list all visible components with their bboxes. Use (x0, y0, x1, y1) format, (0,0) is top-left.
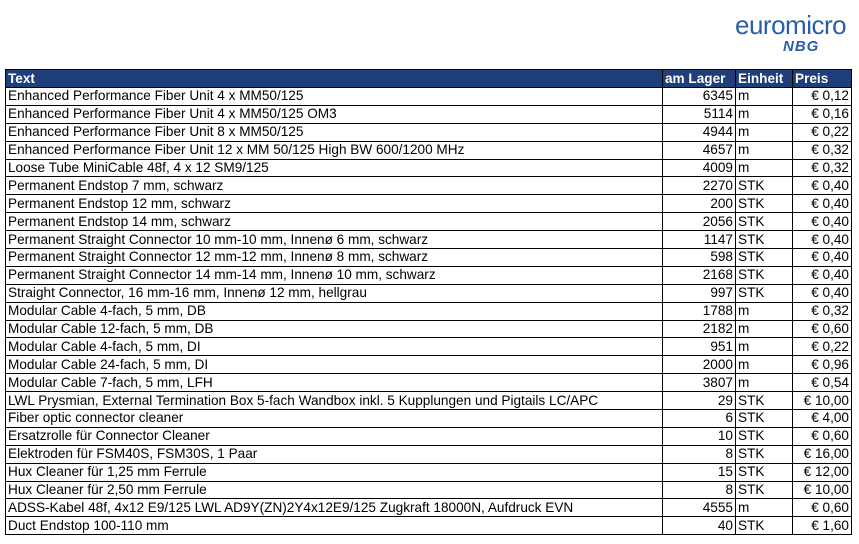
cell-text: Permanent Straight Connector 12 mm-12 mm, Innenø 8 mm, schwarz (6, 249, 663, 267)
cell-unit: m (736, 320, 793, 338)
table-row (6, 320, 852, 338)
cell-text: Permanent Endstop 7 mm, schwarz (6, 177, 663, 195)
cell-price: € 0,54 (793, 374, 852, 392)
cell-unit: STK (736, 177, 793, 195)
table-row (6, 374, 852, 392)
cell-text: Straight Connector, 16 mm-16 mm, Innenø 12 mm, hellgrau (6, 284, 663, 302)
cell-text: Enhanced Performance Fiber Unit 4 x MM50/125 OM3 (6, 105, 663, 123)
table-row (6, 410, 852, 428)
cell-text: Modular Cable 4-fach, 5 mm, DI (6, 338, 663, 356)
cell-text: Modular Cable 12-fach, 5 mm, DB (6, 320, 663, 338)
table-row (6, 284, 852, 302)
table-row (6, 159, 852, 177)
table-body (6, 88, 852, 535)
logo-subtitle: NBG (783, 38, 820, 55)
cell-text: Modular Cable 24-fach, 5 mm, DI (6, 356, 663, 374)
column-header-unit: Einheit (736, 70, 793, 88)
cell-price: € 0,60 (793, 427, 852, 445)
cell-unit: STK (736, 249, 793, 267)
cell-unit: STK (736, 463, 793, 481)
cell-stock: 8 (663, 445, 736, 463)
cell-stock: 951 (663, 338, 736, 356)
cell-text: Duct Endstop 100-110 mm (6, 517, 663, 535)
cell-price: € 4,00 (793, 410, 852, 428)
cell-price: € 0,32 (793, 159, 852, 177)
stock-price-table (5, 69, 852, 535)
table-row (6, 88, 852, 106)
cell-unit: STK (736, 231, 793, 249)
table-row (6, 427, 852, 445)
cell-unit: STK (736, 445, 793, 463)
cell-unit: STK (736, 284, 793, 302)
cell-text: Hux Cleaner für 2,50 mm Ferrule (6, 481, 663, 499)
cell-text: Loose Tube MiniCable 48f, 4 x 12 SM9/125 (6, 159, 663, 177)
cell-text: Enhanced Performance Fiber Unit 12 x MM 50/125 High BW 600/1200 MHz (6, 141, 663, 159)
cell-text: Fiber optic connector cleaner (6, 410, 663, 428)
cell-text: Enhanced Performance Fiber Unit 8 x MM50/125 (6, 123, 663, 141)
cell-stock: 10 (663, 427, 736, 445)
table-row (6, 195, 852, 213)
table-row (6, 356, 852, 374)
cell-price: € 0,40 (793, 284, 852, 302)
table-row (6, 141, 852, 159)
cell-price: € 0,40 (793, 195, 852, 213)
table-row (6, 517, 852, 535)
cell-unit: STK (736, 517, 793, 535)
cell-unit: STK (736, 427, 793, 445)
table-row (6, 338, 852, 356)
cell-stock: 5114 (663, 105, 736, 123)
cell-stock: 29 (663, 392, 736, 410)
cell-text: Elektroden für FSM40S, FSM30S, 1 Paar (6, 445, 663, 463)
table-row (6, 213, 852, 231)
table-row (6, 105, 852, 123)
cell-stock: 200 (663, 195, 736, 213)
cell-price: € 16,00 (793, 445, 852, 463)
table-row (6, 445, 852, 463)
table-row (6, 123, 852, 141)
cell-stock: 2000 (663, 356, 736, 374)
table-row (6, 266, 852, 284)
cell-text: Hux Cleaner für 1,25 mm Ferrule (6, 463, 663, 481)
cell-price: € 0,40 (793, 266, 852, 284)
table-row (6, 231, 852, 249)
cell-unit: m (736, 159, 793, 177)
column-header-text: Text (6, 70, 663, 88)
cell-unit: STK (736, 213, 793, 231)
cell-stock: 997 (663, 284, 736, 302)
cell-text: Modular Cable 4-fach, 5 mm, DB (6, 302, 663, 320)
table-row (6, 463, 852, 481)
cell-unit: m (736, 141, 793, 159)
cell-price: € 0,60 (793, 499, 852, 517)
cell-stock: 1788 (663, 302, 736, 320)
table-row (6, 499, 852, 517)
cell-text: LWL Prysmian, External Termination Box 5-fach Wandbox inkl. 5 Kupplungen und Pigtails LC/APC (6, 392, 663, 410)
cell-price: € 0,40 (793, 249, 852, 267)
cell-unit: m (736, 105, 793, 123)
cell-unit: STK (736, 392, 793, 410)
cell-stock: 3807 (663, 374, 736, 392)
cell-price: € 0,40 (793, 213, 852, 231)
cell-text: Enhanced Performance Fiber Unit 4 x MM50/125 (6, 88, 663, 106)
cell-price: € 0,32 (793, 141, 852, 159)
cell-text: Permanent Endstop 12 mm, schwarz (6, 195, 663, 213)
cell-price: € 0,16 (793, 105, 852, 123)
cell-price: € 0,40 (793, 231, 852, 249)
column-header-price: Preis (793, 70, 852, 88)
cell-stock: 4555 (663, 499, 736, 517)
cell-text: Modular Cable 7-fach, 5 mm, LFH (6, 374, 663, 392)
company-logo (735, 8, 859, 54)
cell-unit: m (736, 374, 793, 392)
cell-unit: m (736, 88, 793, 106)
cell-unit: STK (736, 481, 793, 499)
cell-price: € 1,60 (793, 517, 852, 535)
cell-stock: 6345 (663, 88, 736, 106)
table-row (6, 177, 852, 195)
cell-unit: STK (736, 266, 793, 284)
cell-stock: 2182 (663, 320, 736, 338)
cell-stock: 2056 (663, 213, 736, 231)
cell-stock: 6 (663, 410, 736, 428)
cell-stock: 40 (663, 517, 736, 535)
cell-price: € 0,12 (793, 88, 852, 106)
cell-stock: 8 (663, 481, 736, 499)
cell-stock: 4944 (663, 123, 736, 141)
cell-unit: m (736, 302, 793, 320)
cell-unit: m (736, 356, 793, 374)
cell-stock: 1147 (663, 231, 736, 249)
cell-text: Permanent Straight Connector 14 mm-14 mm, Innenø 10 mm, schwarz (6, 266, 663, 284)
cell-price: € 0,22 (793, 338, 852, 356)
cell-text: Permanent Straight Connector 10 mm-10 mm, Innenø 6 mm, schwarz (6, 231, 663, 249)
cell-text: Ersatzrolle für Connector Cleaner (6, 427, 663, 445)
cell-price: € 0,96 (793, 356, 852, 374)
cell-price: € 0,32 (793, 302, 852, 320)
logo-wordmark: euromicro (735, 10, 847, 40)
cell-stock: 4009 (663, 159, 736, 177)
cell-price: € 10,00 (793, 392, 852, 410)
cell-unit: m (736, 499, 793, 517)
cell-stock: 15 (663, 463, 736, 481)
cell-unit: STK (736, 195, 793, 213)
cell-price: € 0,40 (793, 177, 852, 195)
cell-price: € 0,60 (793, 320, 852, 338)
table-row (6, 481, 852, 499)
cell-unit: m (736, 123, 793, 141)
cell-price: € 10,00 (793, 481, 852, 499)
cell-price: € 12,00 (793, 463, 852, 481)
column-header-stock: am Lager (663, 70, 736, 88)
table-row (6, 392, 852, 410)
cell-stock: 598 (663, 249, 736, 267)
cell-stock: 2270 (663, 177, 736, 195)
cell-text: ADSS-Kabel 48f, 4x12 E9/125 LWL AD9Y(ZN)2Y4x12E9/125 Zugkraft 18000N, Aufdruck EVN (6, 499, 663, 517)
cell-unit: m (736, 338, 793, 356)
table-header-row (6, 70, 852, 88)
cell-unit: STK (736, 410, 793, 428)
cell-price: € 0,22 (793, 123, 852, 141)
cell-text: Permanent Endstop 14 mm, schwarz (6, 213, 663, 231)
cell-stock: 2168 (663, 266, 736, 284)
cell-stock: 4657 (663, 141, 736, 159)
table-row (6, 249, 852, 267)
table-row (6, 302, 852, 320)
